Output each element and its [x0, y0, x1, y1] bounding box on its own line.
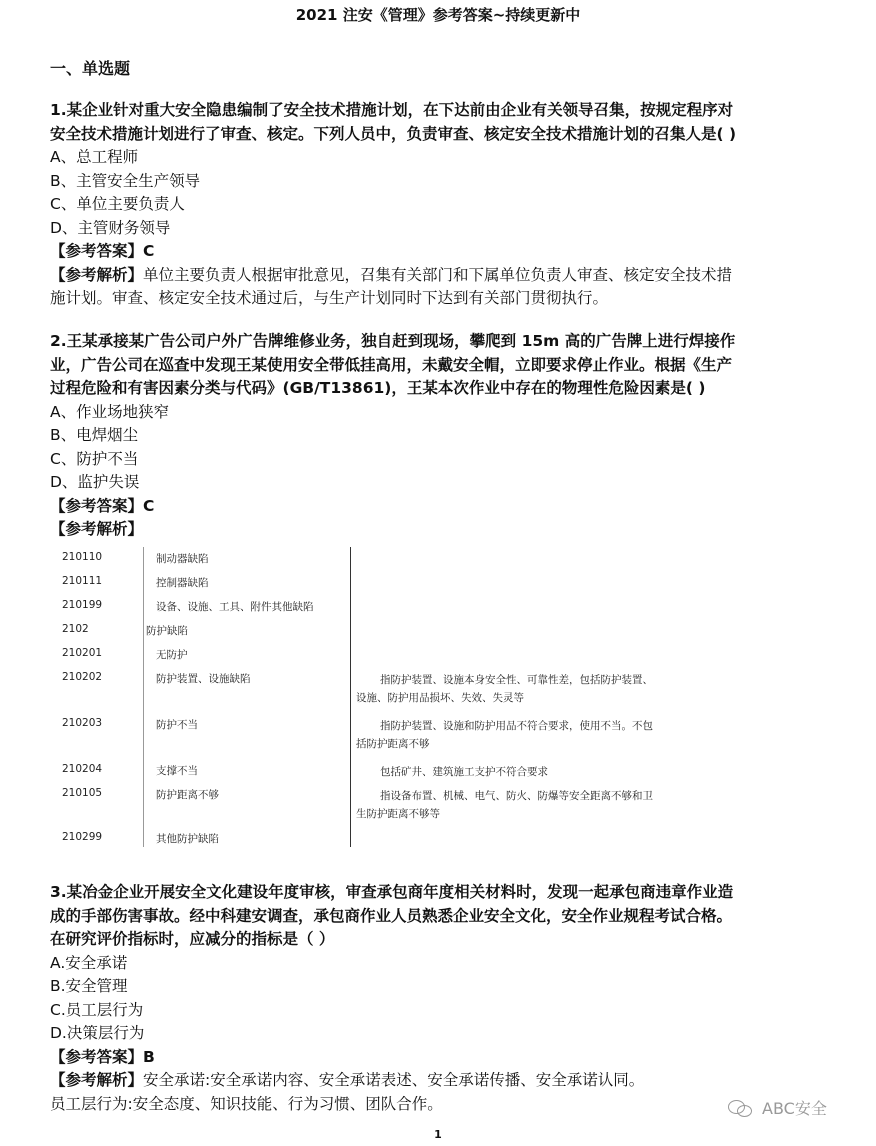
q2-option-b: B、电焊烟尘 — [50, 426, 139, 444]
q1-stem-line-2: 安全技术措施计划进行了审查、核定。下列人员中，负责审查、核定安全技术措施计划的召集人是( ) — [50, 124, 737, 143]
watermark-text: ABC安全 — [762, 1099, 827, 1118]
table-name: 防护装置、设施缺陷 — [156, 673, 251, 685]
table-code: 210203 — [62, 717, 103, 729]
q3-stem-line-3: 在研究评价指标时，应减分的指标是（ ） — [50, 930, 335, 948]
table-name: 无防护 — [156, 649, 188, 661]
table-desc: 指设备布置、机械、电气、防火、防爆等安全距离不够和卫生防护距离不够等 — [356, 790, 653, 820]
q3-option-c: C.员工层行为 — [50, 1000, 144, 1019]
table-code: 210204 — [62, 763, 103, 775]
q2-option-d: D、监护失误 — [50, 473, 140, 491]
q1-option-d: D、主管财务领导 — [50, 218, 171, 237]
table-code: 210202 — [62, 671, 103, 683]
table-desc: 指防护装置、设施本身安全性、可靠性差，包括防护装置、设施、防护用品损坏、失效、失灵等 — [356, 674, 653, 704]
table-name: 控制器缺陷 — [156, 577, 209, 589]
q2-stem-line-3: 过程危险和有害因素分类与代码》(GB/T13861)，王某本次作业中存在的物理性危险因素是( ) — [50, 379, 706, 397]
table-name: 设备、设施、工具、附件其他缺陷 — [156, 601, 314, 613]
q2-option-c: C、防护不当 — [50, 449, 139, 468]
table-desc: 指防护装置、设施和防护用品不符合要求，使用不当。不包括防护距离不够 — [356, 720, 653, 750]
page-number: 1 — [434, 1128, 442, 1141]
q1-analysis-line-2: 施计划。审查、核定安全技术通过后，与生产计划同时下达到有关部门贯彻执行。 — [50, 289, 609, 307]
table-code: 210110 — [62, 551, 103, 563]
table-desc: 包括矿井、建筑施工支护不符合要求 — [380, 766, 548, 778]
table-name: 其他防护缺陷 — [156, 833, 219, 845]
q3-analysis-line-2: 员工层行为:安全态度、知识技能、行为习惯、团队合作。 — [50, 1094, 443, 1113]
q2-analysis-label: 【参考解析】 — [50, 520, 144, 538]
q2-stem-line-2: 业，广告公司在巡查中发现王某使用安全带低挂高用，未戴安全帽，立即要求停止作业。根据《生产 — [50, 355, 733, 374]
table-code: 210111 — [62, 575, 103, 587]
q1-analysis-line-1: 【参考解析】单位主要负责人根据审批意见，召集有关部门和下属单位负责人审查、核定安全技术措 — [50, 265, 733, 284]
q1-option-c: C、单位主要负责人 — [50, 195, 185, 213]
table-name: 制动器缺陷 — [156, 553, 209, 565]
q3-option-d: D.决策层行为 — [50, 1024, 145, 1042]
q3-analysis-line-1: 【参考解析】安全承诺:安全承诺内容、安全承诺表述、安全承诺传播、安全承诺认同。 — [50, 1071, 645, 1089]
q1-option-a: A、总工程师 — [50, 148, 139, 166]
q1-stem-line-1: 1.某企业针对重大安全隐患编制了安全技术措施计划，在下达前由企业有关领导召集，按规定程序对 — [50, 101, 734, 119]
q1-answer: 【参考答案】C — [50, 242, 155, 260]
q3-answer: 【参考答案】B — [50, 1047, 155, 1066]
q3-stem-line-2: 成的手部伤害事故。经中科建安调查，承包商作业人员熟悉企业安全文化，安全作业规程考试合格。 — [50, 906, 733, 925]
hazard-classification-table — [52, 547, 652, 847]
q2-option-a: A、作业场地狭窄 — [50, 402, 170, 421]
q2-answer: 【参考答案】C — [50, 496, 155, 515]
table-code: 210199 — [62, 599, 103, 611]
table-divider-left — [143, 547, 144, 847]
table-name: 防护不当 — [156, 719, 198, 731]
watermark — [728, 1096, 827, 1119]
question-2 — [50, 330, 830, 542]
table-code: 2102 — [62, 623, 89, 635]
table-code: 210105 — [62, 787, 103, 799]
question-3 — [50, 881, 830, 1116]
q3-option-b: B.安全管理 — [50, 977, 128, 995]
q3-stem-line-1: 3.某冶金企业开展安全文化建设年度审核，审查承包商年度相关材料时，发现一起承包商违章作业造 — [50, 883, 734, 901]
q1-option-b: B、主管安全生产领导 — [50, 171, 201, 190]
section-heading: 一、单选题 — [50, 59, 131, 78]
table-divider-right — [350, 547, 351, 847]
table-name: 防护距离不够 — [156, 789, 219, 801]
table-code: 210299 — [62, 831, 103, 843]
document-title: 2021 注安《管理》参考答案~持续更新中 — [295, 6, 581, 24]
table-code: 210201 — [62, 647, 103, 659]
table-name: 支撑不当 — [156, 765, 198, 777]
q2-stem-line-1: 2.王某承接某广告公司户外广告牌维修业务，独自赶到现场，攀爬到 15m 高的广告牌上进行焊接作 — [50, 332, 736, 350]
question-1 — [50, 99, 830, 311]
table-name: 防护缺陷 — [146, 625, 188, 637]
q3-option-a: A.安全承诺 — [50, 953, 128, 972]
wechat-icon — [728, 1098, 756, 1118]
